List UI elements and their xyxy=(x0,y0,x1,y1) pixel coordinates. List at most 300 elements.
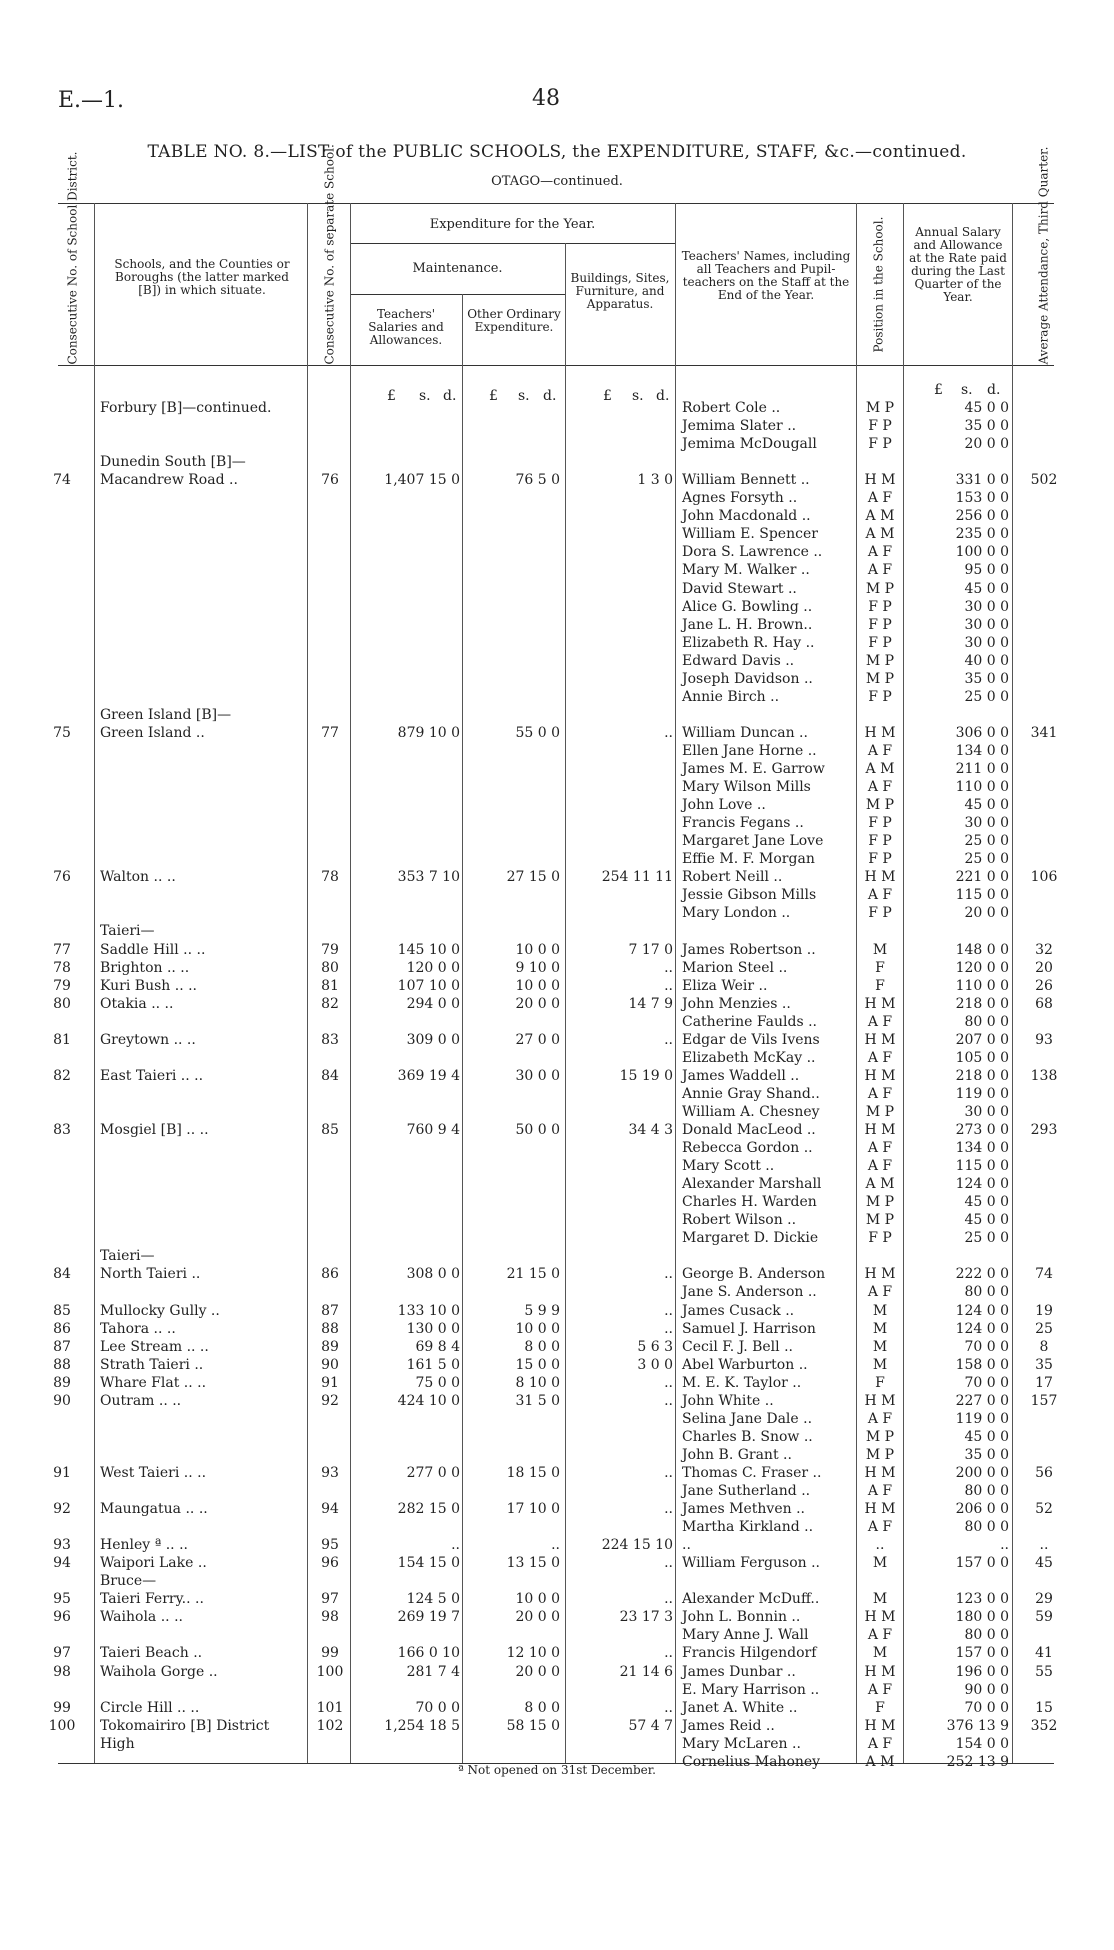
teacher-name: James Reid .. xyxy=(682,1717,775,1734)
teacher-position: A F xyxy=(867,1410,893,1427)
salary-rate-cell: 211 0 0 xyxy=(955,761,1009,777)
table-row xyxy=(0,671,1114,689)
buildings-cell: .. xyxy=(664,1591,673,1608)
unit-pence: d. xyxy=(656,388,670,404)
buildings-cell: .. xyxy=(664,1645,673,1662)
teacher-position: F P xyxy=(868,436,892,453)
teacher-position: A M xyxy=(865,1753,895,1770)
salary-rate-cell: 30 0 0 xyxy=(964,598,1009,615)
other-expenditure-cell: 5 9 9 xyxy=(524,1302,560,1319)
salary-rate-cell: 30 0 0 xyxy=(964,1103,1009,1120)
table-row xyxy=(0,1519,1114,1537)
teacher-position: M P xyxy=(865,797,895,814)
school-name: Taieri Beach .. xyxy=(100,1645,203,1662)
attendance-cell: 502 xyxy=(1030,472,1058,489)
teacher-position: A M xyxy=(865,508,895,525)
buildings-cell: 23 17 3 xyxy=(619,1609,673,1626)
salary-rate-cell: 222 0 0 xyxy=(955,1266,1009,1283)
teacher-name: James Methven .. xyxy=(682,1501,805,1518)
teacher-name: Jane Sutherland .. xyxy=(682,1483,811,1499)
other-expenditure-cell: 10 0 0 xyxy=(515,1591,560,1608)
salary-rate-cell: 207 0 0 xyxy=(955,1031,1009,1048)
district-number: 74 xyxy=(53,472,71,489)
district-number: 75 xyxy=(53,724,71,741)
salary-rate-cell: 134 0 0 xyxy=(955,742,1009,759)
district-number: 76 xyxy=(53,869,71,886)
salary-rate-cell: 110 0 0 xyxy=(955,977,1009,994)
salary-rate-cell: 252 13 9 xyxy=(946,1753,1009,1770)
salary-rate-cell: 206 0 0 xyxy=(955,1501,1009,1518)
salary-rate-cell: 45 0 0 xyxy=(964,1428,1009,1445)
district-number: 95 xyxy=(53,1591,71,1608)
teacher-name: Agnes Forsyth .. xyxy=(682,490,798,507)
salaries-cell: 145 10 0 xyxy=(397,941,460,958)
teacher-name: Jane L. H. Brown.. xyxy=(682,616,813,633)
school-name: Mosgiel [B] .. .. xyxy=(100,1122,209,1138)
teacher-position: H M xyxy=(864,1609,896,1626)
salary-rate-cell: 273 0 0 xyxy=(955,1122,1009,1138)
teacher-position: F P xyxy=(868,851,892,868)
other-expenditure-cell: 15 0 0 xyxy=(515,1356,560,1373)
attendance-cell: 35 xyxy=(1035,1356,1053,1373)
table-row xyxy=(0,1230,1114,1248)
school-name: High xyxy=(100,1735,135,1752)
header-annual: Annual Salary and Allowance at the Rate paid during the Last Quarter of the Year. xyxy=(909,225,1007,304)
teacher-name: Dora S. Lawrence .. xyxy=(682,544,823,561)
table-row xyxy=(0,599,1114,617)
school-number: 81 xyxy=(321,977,339,994)
teacher-name: Alice G. Bowling .. xyxy=(682,598,813,615)
table-row xyxy=(0,869,1114,887)
district-number: 80 xyxy=(53,995,71,1012)
teacher-name: Joseph Davidson .. xyxy=(682,670,813,687)
attendance-cell: 52 xyxy=(1035,1501,1053,1518)
teacher-name: Jane S. Anderson .. xyxy=(682,1284,817,1301)
salary-rate-cell: 218 0 0 xyxy=(955,995,1009,1012)
header-schools: Schools, and the Counties or Boroughs (the latter marked [B]) in which situate. xyxy=(114,257,290,297)
buildings-cell: .. xyxy=(664,959,673,976)
school-name: Henley ª .. .. xyxy=(100,1537,188,1554)
district-number: 78 xyxy=(53,959,71,976)
salary-rate-cell: 80 0 0 xyxy=(964,1519,1009,1536)
school-name: Taieri— xyxy=(100,923,155,940)
table-row xyxy=(0,454,1114,472)
school-name: Otakia .. .. xyxy=(100,995,174,1012)
teacher-name: Alexander McDuff.. xyxy=(682,1591,820,1608)
table-row xyxy=(0,508,1114,526)
salaries-cell: 309 0 0 xyxy=(406,1031,460,1048)
teacher-position: F P xyxy=(868,833,892,850)
other-expenditure-cell: 31 5 0 xyxy=(515,1392,560,1409)
teacher-name: Cecil F. J. Bell .. xyxy=(682,1338,793,1355)
teacher-position: F xyxy=(875,1374,885,1391)
teacher-name: Mary Wilson Mills xyxy=(682,779,811,796)
district-number: 81 xyxy=(53,1031,71,1048)
table-row xyxy=(0,1266,1114,1284)
buildings-cell: 34 4 3 xyxy=(628,1122,673,1138)
teacher-position: A M xyxy=(865,761,895,777)
table-row xyxy=(0,942,1114,960)
teacher-name: Thomas C. Fraser .. xyxy=(682,1464,822,1481)
attendance-cell: 106 xyxy=(1030,869,1058,886)
salaries-cell: 369 19 4 xyxy=(397,1067,460,1084)
salaries-cell: 879 10 0 xyxy=(397,724,460,741)
salary-rate-cell: 119 0 0 xyxy=(955,1085,1009,1102)
school-number: 98 xyxy=(321,1609,339,1626)
attendance-cell: 56 xyxy=(1035,1464,1053,1481)
table-row xyxy=(0,581,1114,599)
teacher-name: Samuel J. Harrison xyxy=(682,1320,816,1337)
other-expenditure-cell: 8 0 0 xyxy=(524,1338,560,1355)
school-name: Mullocky Gully .. xyxy=(100,1302,220,1319)
teacher-position: M P xyxy=(865,1103,895,1120)
district-number: 92 xyxy=(53,1501,71,1518)
school-number: 91 xyxy=(321,1374,339,1391)
salary-rate-cell: 148 0 0 xyxy=(955,941,1009,958)
teacher-position: F P xyxy=(868,634,892,651)
salaries-cell: 308 0 0 xyxy=(406,1266,460,1283)
attendance-cell: 138 xyxy=(1030,1067,1058,1084)
teacher-name: Cornelius Mahoney xyxy=(682,1753,821,1770)
salary-rate-cell: 25 0 0 xyxy=(964,1230,1009,1247)
attendance-cell: 68 xyxy=(1035,995,1053,1012)
buildings-cell: 14 7 9 xyxy=(628,995,673,1012)
district-number: 77 xyxy=(53,941,71,958)
teacher-position: F P xyxy=(868,418,892,435)
table-row xyxy=(0,1086,1114,1104)
teacher-position: H M xyxy=(864,1031,896,1048)
teacher-name: William E. Spencer xyxy=(682,526,818,543)
district-number: 96 xyxy=(53,1609,71,1626)
district-number: 90 xyxy=(53,1392,71,1409)
teacher-name: Alexander Marshall xyxy=(682,1176,822,1193)
table-row xyxy=(0,1122,1114,1140)
salary-rate-cell: 45 0 0 xyxy=(964,1194,1009,1211)
table-row xyxy=(0,526,1114,544)
teacher-position: F P xyxy=(868,598,892,615)
teacher-position: A F xyxy=(867,1049,893,1066)
district-number: 88 xyxy=(53,1356,71,1373)
other-expenditure-cell: .. xyxy=(551,1537,560,1554)
salaries-cell: 277 0 0 xyxy=(406,1464,460,1481)
teacher-name: .. xyxy=(682,1537,691,1554)
buildings-cell: .. xyxy=(664,1464,673,1481)
table-row xyxy=(0,887,1114,905)
table-row xyxy=(0,1609,1114,1627)
buildings-cell: .. xyxy=(664,1302,673,1319)
attendance-cell: 29 xyxy=(1035,1591,1053,1608)
salary-rate-cell: 35 0 0 xyxy=(964,670,1009,687)
school-name: Walton .. .. xyxy=(100,869,176,886)
table-row xyxy=(0,617,1114,635)
school-number: 100 xyxy=(316,1663,344,1680)
teacher-position: M xyxy=(872,1356,888,1373)
salary-rate-cell: 95 0 0 xyxy=(964,562,1009,579)
buildings-cell: 15 19 0 xyxy=(619,1067,673,1084)
teacher-position: A F xyxy=(867,1519,893,1536)
salary-rate-cell: 196 0 0 xyxy=(955,1663,1009,1680)
teacher-name: John White .. xyxy=(682,1392,774,1409)
buildings-cell: 57 4 7 xyxy=(628,1717,673,1734)
table-row xyxy=(0,436,1114,454)
teacher-position: M P xyxy=(865,1194,895,1211)
salary-rate-cell: 90 0 0 xyxy=(964,1681,1009,1698)
header-bottom-rule xyxy=(58,365,1054,366)
school-name: Bruce— xyxy=(100,1573,157,1590)
teacher-name: David Stewart .. xyxy=(682,580,797,597)
salary-rate-cell: 30 0 0 xyxy=(964,634,1009,651)
teacher-name: John B. Grant .. xyxy=(682,1446,792,1463)
maintenance-rule xyxy=(350,294,565,295)
salary-rate-cell: 45 0 0 xyxy=(964,797,1009,814)
teacher-position: A F xyxy=(867,544,893,561)
school-number: 82 xyxy=(321,995,339,1012)
teacher-name: M. E. K. Taylor .. xyxy=(682,1374,802,1391)
teacher-name: Janet A. White .. xyxy=(682,1699,798,1716)
attendance-cell: 41 xyxy=(1035,1645,1053,1662)
salary-rate-cell: 45 0 0 xyxy=(964,1212,1009,1229)
attendance-cell: 32 xyxy=(1035,941,1053,958)
buildings-cell: .. xyxy=(664,1392,673,1409)
salaries-cell: 281 7 4 xyxy=(406,1663,460,1680)
salaries-cell: 294 0 0 xyxy=(406,995,460,1012)
teacher-name: Francis Fegans .. xyxy=(682,815,804,832)
school-name: Outram .. .. xyxy=(100,1392,182,1409)
teacher-name: Mary London .. xyxy=(682,905,791,922)
other-expenditure-cell: 12 10 0 xyxy=(506,1645,560,1662)
school-name: Green Island [B]— xyxy=(100,706,232,723)
table-row xyxy=(0,743,1114,761)
table-row xyxy=(0,1014,1114,1032)
teacher-position: A M xyxy=(865,1176,895,1193)
table-row xyxy=(0,815,1114,833)
table-row xyxy=(0,1664,1114,1682)
salaries-cell: 124 5 0 xyxy=(406,1591,460,1608)
table-row xyxy=(0,960,1114,978)
salaries-cell: 166 0 10 xyxy=(397,1645,460,1662)
teacher-name: Annie Gray Shand.. xyxy=(682,1085,820,1102)
buildings-cell: .. xyxy=(664,1266,673,1283)
table-row xyxy=(0,905,1114,923)
salary-rate-cell: 256 0 0 xyxy=(955,508,1009,525)
salaries-cell: 353 7 10 xyxy=(397,869,460,886)
teacher-position: A F xyxy=(867,490,893,507)
buildings-cell: .. xyxy=(664,1374,673,1391)
school-number: 101 xyxy=(316,1699,344,1716)
teacher-position: M P xyxy=(865,1428,895,1445)
teacher-position: A F xyxy=(867,742,893,759)
attendance-cell: 17 xyxy=(1035,1374,1053,1391)
salary-rate-cell: 35 0 0 xyxy=(964,418,1009,435)
other-expenditure-cell: 10 0 0 xyxy=(515,1320,560,1337)
salary-rate-cell: 25 0 0 xyxy=(964,833,1009,850)
other-expenditure-cell: 20 0 0 xyxy=(515,995,560,1012)
teacher-position: F P xyxy=(868,616,892,633)
teacher-name: Charles H. Warden xyxy=(682,1194,817,1211)
school-number: 93 xyxy=(321,1464,339,1481)
table-row xyxy=(0,544,1114,562)
table-row xyxy=(0,472,1114,490)
teacher-position: H M xyxy=(864,869,896,886)
salary-rate-cell: 153 0 0 xyxy=(955,490,1009,507)
table-row xyxy=(0,1212,1114,1230)
unit-shillings: s. xyxy=(961,382,973,398)
header-expenditure: Expenditure for the Year. xyxy=(429,217,596,232)
teacher-name: Ellen Jane Horne .. xyxy=(682,742,817,759)
other-expenditure-cell: 13 15 0 xyxy=(506,1555,560,1572)
school-name: Saddle Hill .. .. xyxy=(100,941,206,958)
teacher-position: A F xyxy=(867,1483,893,1499)
teacher-name: John Menzies .. xyxy=(682,995,791,1012)
school-number: 86 xyxy=(321,1266,339,1283)
school-name: Strath Taieri .. xyxy=(100,1356,204,1373)
teacher-name: Martha Kirkland .. xyxy=(682,1519,814,1536)
table-row xyxy=(0,1627,1114,1645)
teacher-name: John L. Bonnin .. xyxy=(682,1609,801,1626)
attendance-cell: 26 xyxy=(1035,977,1053,994)
teacher-position: M xyxy=(872,1320,888,1337)
salaries-cell: 760 9 4 xyxy=(406,1122,460,1138)
attendance-cell: 352 xyxy=(1030,1717,1058,1734)
salary-rate-cell: 180 0 0 xyxy=(955,1609,1009,1626)
salary-rate-cell: 154 0 0 xyxy=(955,1735,1009,1752)
teacher-position: A F xyxy=(867,779,893,796)
buildings-cell: 1 3 0 xyxy=(637,472,673,489)
salary-rate-cell: 331 0 0 xyxy=(955,472,1009,489)
teacher-name: Margaret D. Dickie xyxy=(682,1230,819,1247)
other-expenditure-cell: 30 0 0 xyxy=(515,1067,560,1084)
teacher-name: James Waddell .. xyxy=(682,1067,800,1084)
salary-rate-cell: 115 0 0 xyxy=(955,887,1009,904)
header-consec-district: Consecutive No. of School District. xyxy=(65,151,80,365)
district-number: 97 xyxy=(53,1645,71,1662)
buildings-cell: 254 11 11 xyxy=(601,869,673,886)
other-expenditure-cell: 8 0 0 xyxy=(524,1699,560,1716)
buildings-cell: 7 17 0 xyxy=(628,941,673,958)
school-name: Taieri Ferry.. .. xyxy=(100,1591,204,1608)
buildings-cell: .. xyxy=(664,1555,673,1572)
school-number: 94 xyxy=(321,1501,339,1518)
table-row xyxy=(0,653,1114,671)
teacher-name: John Love .. xyxy=(682,797,766,814)
teacher-position: M xyxy=(872,1591,888,1608)
salary-rate-cell: 110 0 0 xyxy=(955,779,1009,796)
salary-rate-cell: 80 0 0 xyxy=(964,1284,1009,1301)
school-name: Waipori Lake .. xyxy=(100,1555,207,1572)
salary-rate-cell: 30 0 0 xyxy=(964,815,1009,832)
school-name: Dunedin South [B]— xyxy=(100,454,246,471)
attendance-cell: 293 xyxy=(1030,1122,1058,1138)
other-expenditure-cell: 27 0 0 xyxy=(515,1031,560,1048)
attendance-cell: 157 xyxy=(1030,1392,1058,1409)
school-name: Lee Stream .. .. xyxy=(100,1338,209,1355)
district-number: 85 xyxy=(53,1302,71,1319)
table-row xyxy=(0,1104,1114,1122)
teacher-name: E. Mary Harrison .. xyxy=(682,1681,820,1698)
school-name: East Taieri .. .. xyxy=(100,1067,204,1084)
table-row xyxy=(0,1158,1114,1176)
table-row xyxy=(0,1483,1114,1501)
buildings-cell: .. xyxy=(664,1031,673,1048)
table-subtitle: OTAGO—continued. xyxy=(491,174,623,189)
table-row xyxy=(0,1393,1114,1411)
table-row xyxy=(0,707,1114,725)
teacher-position: H M xyxy=(864,1122,896,1138)
attendance-cell: 55 xyxy=(1035,1663,1053,1680)
attendance-cell: 19 xyxy=(1035,1302,1053,1319)
other-expenditure-cell: 58 15 0 xyxy=(506,1717,560,1734)
salary-rate-cell: 218 0 0 xyxy=(955,1067,1009,1084)
buildings-cell: 5 6 3 xyxy=(637,1338,673,1355)
buildings-cell: 21 14 6 xyxy=(619,1663,673,1680)
salary-rate-cell: 25 0 0 xyxy=(964,851,1009,868)
teacher-name: Mary M. Walker .. xyxy=(682,562,810,579)
salary-rate-cell: 120 0 0 xyxy=(955,959,1009,976)
teacher-name: James Robertson .. xyxy=(682,941,816,958)
teacher-name: James Dunbar .. xyxy=(682,1663,796,1680)
school-number: 88 xyxy=(321,1320,339,1337)
salaries-cell: 133 10 0 xyxy=(397,1302,460,1319)
other-expenditure-cell: 10 0 0 xyxy=(515,977,560,994)
salary-rate-cell: 25 0 0 xyxy=(964,688,1009,705)
district-number: 82 xyxy=(53,1067,71,1084)
school-name: Taieri— xyxy=(100,1248,155,1265)
school-name: Waihola .. .. xyxy=(100,1609,183,1626)
table-row xyxy=(0,1501,1114,1519)
salary-rate-cell: 158 0 0 xyxy=(955,1356,1009,1373)
district-number: 93 xyxy=(53,1537,71,1554)
unit-pence: d. xyxy=(987,382,1001,398)
table-row xyxy=(0,923,1114,941)
buildings-cell: 224 15 10 xyxy=(601,1537,673,1554)
table-row xyxy=(0,1339,1114,1357)
table-row xyxy=(0,833,1114,851)
attendance-cell: 8 xyxy=(1039,1338,1049,1355)
district-number: 83 xyxy=(53,1122,71,1138)
table-row xyxy=(0,1140,1114,1158)
school-number: 77 xyxy=(321,724,339,741)
salary-rate-cell: 40 0 0 xyxy=(964,652,1009,669)
buildings-cell: .. xyxy=(664,1320,673,1337)
teacher-name: William Duncan .. xyxy=(682,724,808,741)
table-row xyxy=(0,635,1114,653)
district-number: 94 xyxy=(53,1555,71,1572)
teacher-position: F P xyxy=(868,905,892,922)
school-number: 90 xyxy=(321,1356,339,1373)
teacher-position: A F xyxy=(867,1085,893,1102)
school-number: 76 xyxy=(321,472,339,489)
salary-rate-cell: 35 0 0 xyxy=(964,1446,1009,1463)
attendance-cell: 59 xyxy=(1035,1609,1053,1626)
header-attendance: Average Attendance, Third Quarter. xyxy=(1036,146,1051,365)
header-position: Position in the School. xyxy=(871,216,886,353)
teacher-position: M xyxy=(872,1645,888,1662)
salary-rate-cell: 306 0 0 xyxy=(955,724,1009,741)
report-reference: E.—1. xyxy=(58,88,125,113)
district-number: 86 xyxy=(53,1320,71,1337)
attendance-cell: 20 xyxy=(1035,959,1053,976)
salary-rate-cell: 105 0 0 xyxy=(955,1049,1009,1066)
teacher-position: H M xyxy=(864,1266,896,1283)
teacher-name: Marion Steel .. xyxy=(682,959,788,976)
unit-shillings: s. xyxy=(632,388,644,404)
table-row xyxy=(0,779,1114,797)
table-row xyxy=(0,1248,1114,1266)
teacher-position: H M xyxy=(864,1717,896,1734)
table-row xyxy=(0,1050,1114,1068)
school-name: Waihola Gorge .. xyxy=(100,1663,218,1680)
unit-shillings: s. xyxy=(419,388,431,404)
